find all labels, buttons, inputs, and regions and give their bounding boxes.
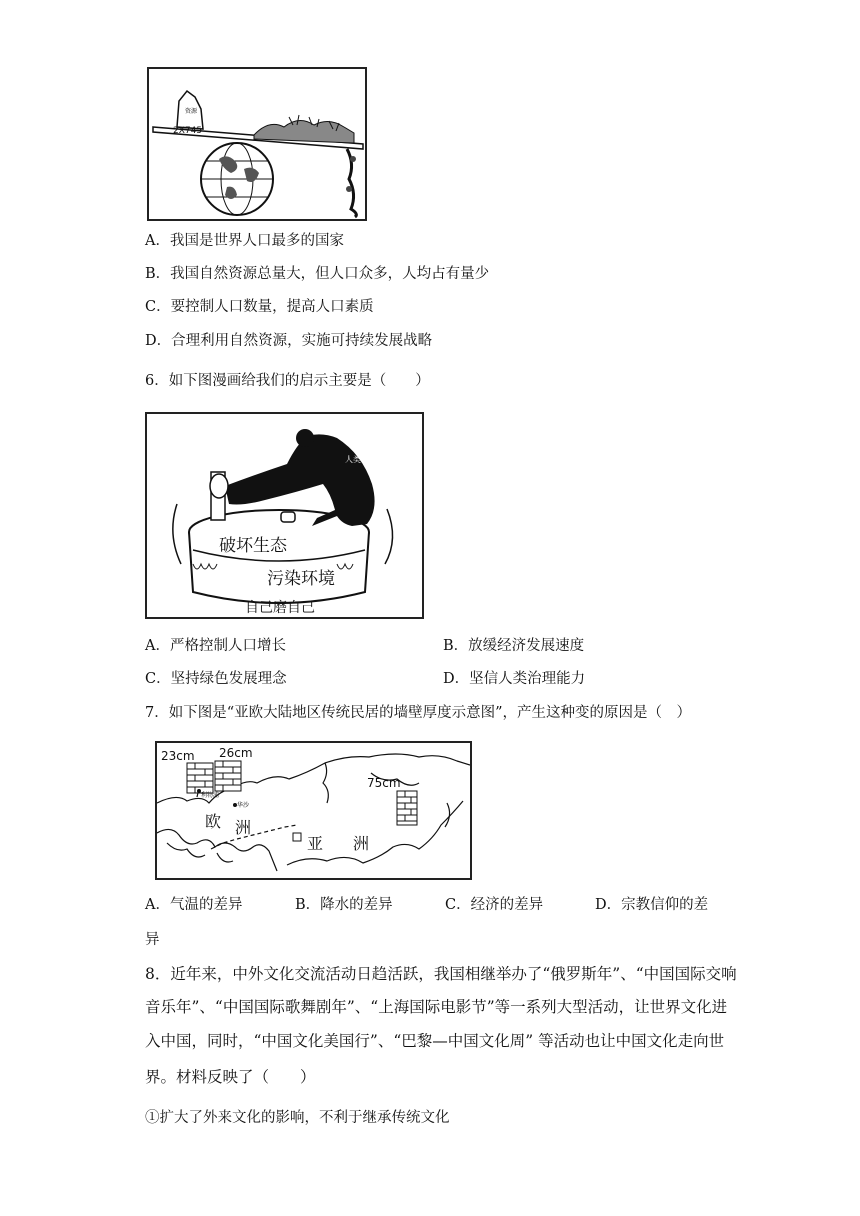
q8-line-4: 界。材料反映了（ ）: [145, 1068, 316, 1086]
label-eu-2: 洲: [235, 818, 252, 837]
svg-text:2X745: 2X745: [173, 126, 203, 136]
millstone-drawing: [147, 414, 422, 617]
seesaw-drawing: [149, 69, 365, 219]
label-city-2: 华沙: [237, 802, 250, 809]
label-as-1: 亚: [307, 834, 324, 853]
label-26cm: 26cm: [219, 746, 253, 760]
label-23cm: 23cm: [161, 749, 195, 763]
q8-line-3: 入中国，同时，“中国文化美国行”、“巴黎—中国文化周” 等活动也让中国文化走向世: [145, 1032, 725, 1050]
cartoon-text-pollute: 污染环境: [267, 569, 335, 589]
q7-stem: 7．如下图是“亚欧大陆地区传统民居的墙壁厚度示意图”，产生这种变的原因是（ ）: [145, 705, 692, 721]
q7-option-d-wrap: 异: [145, 932, 160, 948]
q7-option-c: C．经济的差异: [445, 897, 544, 913]
q7-option-d: D．宗教信仰的差: [595, 897, 709, 913]
q6-option-d: D．坚信人类治理能力: [443, 671, 586, 687]
q6-option-c: C．坚持绿色发展理念: [145, 671, 287, 687]
label-eu-1: 欧: [205, 812, 222, 831]
q6-stem: 6．如下图漫画给我们的启示主要是（ ）: [145, 373, 430, 389]
q5-option-b: B．我国自然资源总量大，但人口众多，人均占有量少: [145, 266, 490, 282]
cartoon-text-destroy-ecology: 破坏生态: [219, 536, 287, 556]
seesaw-cartoon: [147, 67, 367, 221]
svg-text:资源: 资源: [185, 108, 198, 115]
q5-option-d: D．合理利用自然资源，实施可持续发展战略: [145, 333, 433, 349]
figure-mark: 人类: [345, 455, 361, 464]
q5-option-c: C．要控制人口数量，提高人口素质: [145, 299, 374, 315]
q6-option-a: A．严格控制人口增长: [145, 638, 286, 654]
label-as-2: 洲: [353, 834, 370, 853]
map-drawing: [157, 743, 470, 878]
q8-item-1: ①扩大了外来文化的影响，不利于继承传统文化: [145, 1110, 450, 1126]
wall-thickness-map: [155, 741, 472, 880]
label-city-1: 利物浦: [201, 792, 220, 799]
label-75cm: 75cm: [367, 776, 401, 790]
q6-option-b: B．放缓经济发展速度: [443, 638, 585, 654]
q7-option-b: B．降水的差异: [295, 897, 393, 913]
cartoon-caption: 自己磨自己: [245, 600, 315, 616]
q8-line-2: 音乐年”、“中国国际歌舞剧年”、“上海国际电影节”等一系列大型活动，让世界文化进: [145, 998, 728, 1016]
q5-option-a: A．我国是世界人口最多的国家: [145, 233, 344, 249]
millstone-cartoon: [145, 412, 424, 619]
q7-option-a: A．气温的差异: [145, 897, 243, 913]
q8-line-1: 8．近年来，中外文化交流活动日趋活跃，我国相继举办了“俄罗斯年”、“中国国际交响: [145, 965, 737, 983]
